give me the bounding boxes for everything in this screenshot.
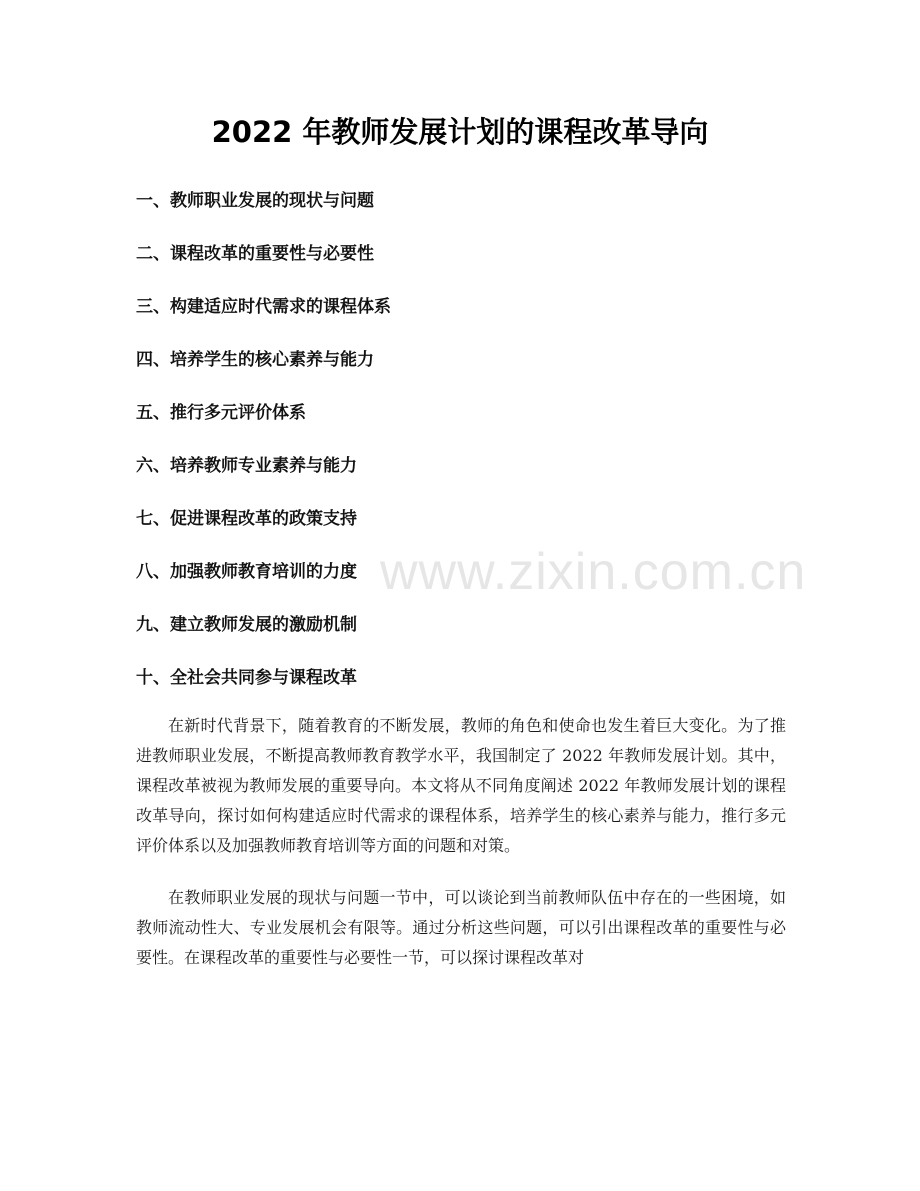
paragraph-1: 在新时代背景下，随着教育的不断发展，教师的角色和使命也发生着巨大变化。为了推进教师职业发展，不断提高教师教育教学水平，我国制定了 2022 年教师发展计划。其中，课程改革被视为教师发展的重要导向。本文将从不同角度阐述 2022 年教师发展计划的课程改革导向，探讨如何构建适应时代需求的课程体系，培养学生的核心素养与能力，推行多元评价体系以及加强教师教育培训等方面的问题和对策。 <box>136 716 786 855</box>
toc-item-1: 一、教师职业发展的现状与问题 <box>136 191 374 211</box>
toc-item-8: 八、加强教师教育培训的力度 <box>136 562 357 582</box>
toc-item-10: 十、全社会共同参与课程改革 <box>136 668 357 688</box>
toc-item-9: 九、建立教师发展的激励机制 <box>136 615 357 635</box>
body-text <box>136 711 786 995</box>
paragraph-2: 在教师职业发展的现状与问题一节中，可以谈论到当前教师队伍中存在的一些困境，如教师流动性大、专业发展机会有限等。通过分析这些问题，可以引出课程改革的重要性与必要性。在课程改革的重要性与必要性一节，可以探讨课程改革对 <box>136 888 786 967</box>
toc-item-7: 七、促进课程改革的政策支持 <box>136 509 357 529</box>
toc-item-6: 六、培养教师专业素养与能力 <box>136 456 357 476</box>
toc-item-2: 二、课程改革的重要性与必要性 <box>136 244 374 264</box>
document-title: 2022 年教师发展计划的课程改革导向 <box>211 115 709 149</box>
toc-item-3: 三、构建适应时代需求的课程体系 <box>136 297 391 317</box>
watermark: www.zixin.com.cn <box>380 543 807 601</box>
toc-item-4: 四、培养学生的核心素养与能力 <box>136 350 374 370</box>
table-of-contents <box>136 186 796 716</box>
toc-item-5: 五、推行多元评价体系 <box>136 403 306 423</box>
